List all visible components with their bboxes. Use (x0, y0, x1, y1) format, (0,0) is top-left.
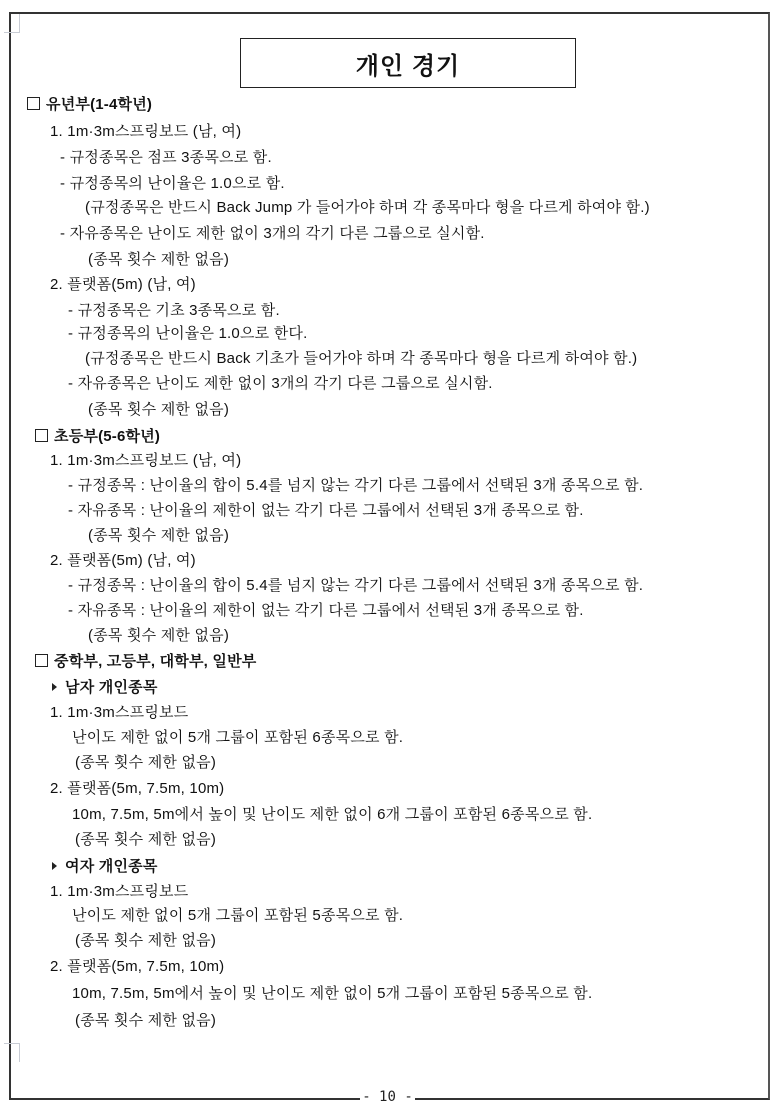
checkbox-square-icon (27, 97, 40, 110)
note: (종목 횟수 제한 없음) (75, 932, 217, 949)
crop-mark-top-left (4, 14, 20, 33)
triangle-bullet-icon (52, 683, 57, 691)
note: (종목 횟수 제한 없음) (75, 1012, 217, 1029)
heading-text: 초등부(5-6학년) (54, 428, 161, 445)
crop-mark-bottom-left (4, 1043, 20, 1062)
list-item: 난이도 제한 없이 5개 그룹이 포함된 6종목으로 함. (72, 729, 404, 746)
list-item: 1. 1m·3m스프링보드 (50, 704, 189, 721)
list-item: 10m, 7.5m, 5m에서 높이 및 난이도 제한 없이 5개 그룹이 포함된 5종목으로 함. (72, 985, 593, 1002)
heading-text: 중학부, 고등부, 대학부, 일반부 (54, 653, 257, 670)
list-item: - 규정종목은 점프 3종목으로 함. (60, 149, 272, 166)
note: (종목 횟수 제한 없음) (88, 527, 230, 544)
list-item: - 자유종목 : 난이율의 제한이 없는 각기 다른 그룹에서 선택된 3개 종목으로 함. (68, 602, 584, 619)
list-item: 난이도 제한 없이 5개 그룹이 포함된 5종목으로 함. (72, 907, 404, 924)
page-title: 개인 경기 (355, 52, 461, 80)
checkbox-square-icon (35, 429, 48, 442)
list-item: 2. 플랫폼(5m, 7.5m, 10m) (50, 958, 225, 975)
note: (종목 횟수 제한 없음) (88, 627, 230, 644)
subheading-women (52, 857, 158, 877)
page-number (0, 1089, 775, 1105)
list-item: 1. 1m·3m스프링보드 (50, 883, 189, 900)
section-heading-youth (27, 95, 152, 115)
list-item: 1. 1m·3m스프링보드 (남, 여) (50, 452, 242, 469)
list-item: 1. 1m·3m스프링보드 (남, 여) (50, 123, 242, 140)
list-item: 10m, 7.5m, 5m에서 높이 및 난이도 제한 없이 6개 그룹이 포함된 6종목으로 함. (72, 806, 593, 823)
list-item: - 자유종목은 난이도 제한 없이 3개의 각기 다른 그룹으로 실시함. (68, 375, 493, 392)
section-heading-elementary (35, 427, 160, 447)
list-item: 2. 플랫폼(5m) (남, 여) (50, 276, 196, 293)
note: (종목 횟수 제한 없음) (75, 754, 217, 771)
subheading-men (52, 678, 158, 698)
note: (종목 횟수 제한 없음) (75, 831, 217, 848)
subheading-text: 남자 개인종목 (65, 679, 158, 696)
title-box (240, 38, 576, 88)
note: (종목 횟수 제한 없음) (88, 251, 230, 268)
triangle-bullet-icon (52, 862, 57, 870)
checkbox-square-icon (35, 654, 48, 667)
list-item: 2. 플랫폼(5m) (남, 여) (50, 552, 196, 569)
list-item: - 규정종목의 난이율은 1.0으로 한다. (68, 325, 308, 342)
heading-text: 유년부(1-4학년) (46, 96, 153, 113)
section-heading-senior (35, 652, 257, 672)
note: (규정종목은 반드시 Back Jump 가 들어가야 하며 각 종목마다 형을 다르게 하여야 함.) (85, 199, 650, 216)
list-item: - 규정종목 : 난이율의 합이 5.4를 넘지 않는 각기 다른 그룹에서 선택된 3개 종목으로 함. (68, 477, 644, 494)
list-item: - 자유종목은 난이도 제한 없이 3개의 각기 다른 그룹으로 실시함. (60, 225, 485, 242)
subheading-text: 여자 개인종목 (65, 858, 158, 875)
list-item: - 규정종목은 기초 3종목으로 함. (68, 302, 280, 319)
list-item: - 자유종목 : 난이율의 제한이 없는 각기 다른 그룹에서 선택된 3개 종목으로 함. (68, 502, 584, 519)
note: (종목 횟수 제한 없음) (88, 401, 230, 418)
page-number-text: - 10 - (362, 1089, 413, 1105)
list-item: - 규정종목 : 난이율의 합이 5.4를 넘지 않는 각기 다른 그룹에서 선택된 3개 종목으로 함. (68, 577, 644, 594)
list-item: 2. 플랫폼(5m, 7.5m, 10m) (50, 780, 225, 797)
list-item: - 규정종목의 난이율은 1.0으로 함. (60, 175, 285, 192)
note: (규정종목은 반드시 Back 기초가 들어가야 하며 각 종목마다 형을 다르게 하여야 함.) (85, 350, 638, 367)
